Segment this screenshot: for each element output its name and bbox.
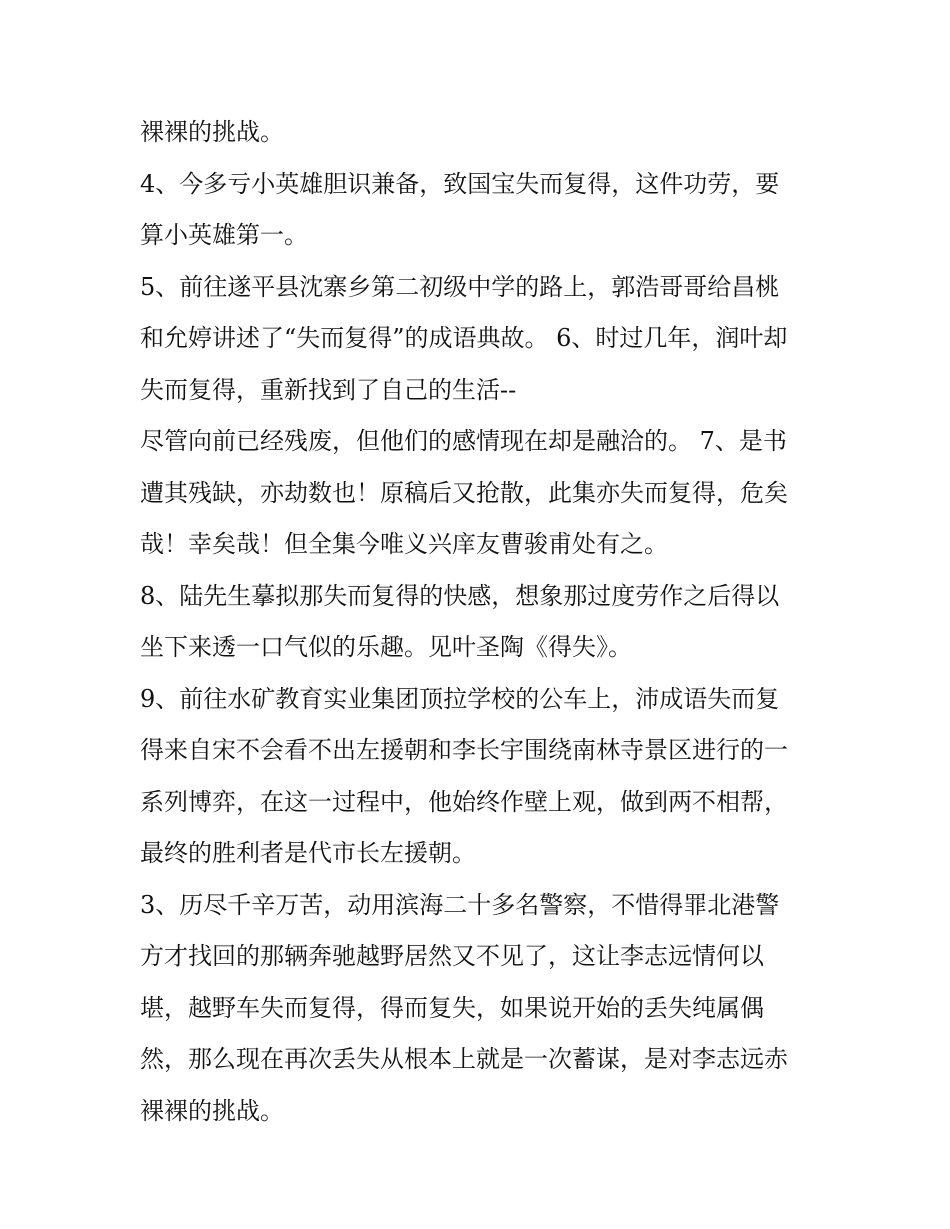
text-line: 裸裸的挑战。 [140, 1096, 284, 1125]
text-line: 尽管向前已经残废，但他们的感情现在却是融洽的。 7、是书 [140, 427, 787, 455]
text-line: 4、今多亏小英雄胆识兼备，致国宝失而复得，这件功劳，要 [140, 169, 780, 198]
text-line: 3、历尽千辛万苦，动用滨海二十多名警察，不惜得罪北港警 [140, 890, 780, 919]
text-line: 方才找回的那辆奔驰越野居然又不见了，这让李志远情何以 [140, 942, 764, 970]
text-line: 遭其残缺，亦劫数也！原稿后又抢散，此集亦失而复得，危矣 [140, 478, 788, 507]
text-line: 最终的胜利者是代市长左援朝。 [140, 839, 476, 867]
text-line: 坐下来透一口气似的乐趣。见叶圣陶《得失》。 [140, 633, 632, 661]
text-line: 哉！幸矣哉！但全集今唯义兴庠友曹骏甫处有之。 [140, 530, 668, 558]
body-text [140, 107, 820, 1137]
text-line: 系列博弈，在这一过程中，他始终作壁上观，做到两不相帮， [140, 787, 788, 816]
text-line: 5、前往遂平县沈寨乡第二初级中学的路上，郭浩哥哥给昌桃 [140, 272, 780, 301]
text-line: 失而复得，重新找到了自己的生活-- [140, 375, 517, 404]
text-line: 9、前往水矿教育实业集团顶拉学校的公车上，沛成语失而复 [140, 684, 780, 713]
text-line: 堪，越野车失而复得，得而复失，如果说开始的丢失纯属偶 [140, 993, 764, 1022]
text-line: 算小英雄第一。 [140, 221, 308, 249]
text-line: 裸裸的挑战。 [140, 118, 284, 146]
text-line: 得来自宋不会看不出左援朝和李长宇围绕南林寺景区进行的一 [140, 736, 788, 764]
text-line: 8、陆先生摹拟那失而复得的快感，想象那过度劳作之后得以 [140, 581, 780, 610]
text-line: 和允婷讲述了“失而复得”的成语典故。 6、时过几年，润叶却 [140, 324, 788, 352]
text-line: 然，那么现在再次丢失从根本上就是一次蓄谋，是对李志远赤 [140, 1045, 788, 1073]
